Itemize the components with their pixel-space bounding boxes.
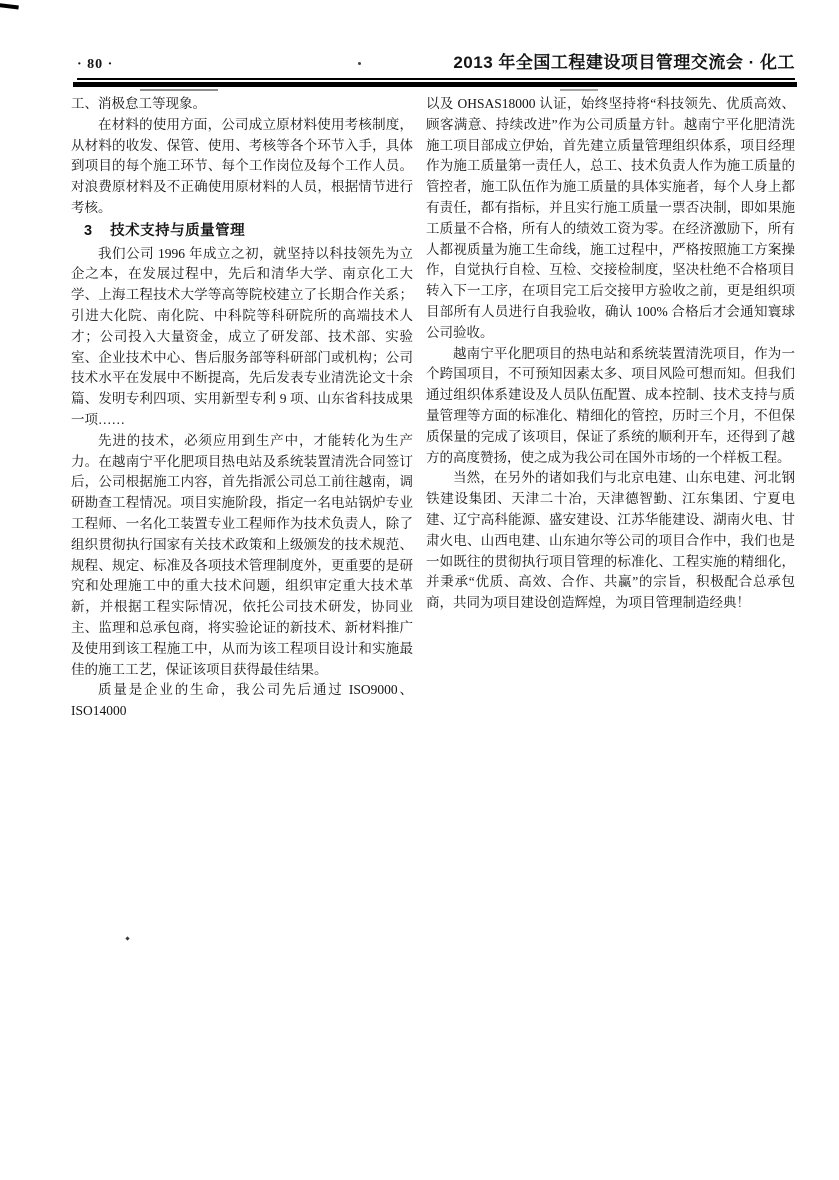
header-rule-thick (73, 82, 797, 87)
paragraph-project-result: 越南宁平化肥项目的热电站和系统装置清洗项目，作为一个跨国项目，不可预知因素太多、项目风险可想而知。但我们通过组织体系建设及人员队伍配置、成本控制、技术支持与质量管理等方面的标准化、精细化的管控，历时三个月，不但保质保量的完成了该项目，保证了系统的顺利开车，还得到了越方的高度赞扬，使之成为我公司在国外市场的一个样板工程。 (426, 345, 795, 465)
heading-title: 技术支持与质量管理 (110, 222, 246, 239)
heading-number: 3 (84, 222, 93, 239)
page-header (77, 48, 795, 73)
paragraph-tech-history: 我们公司 1996 年成立之初，就坚持以科技领先为立企之本，在发展过程中，先后和清华大学、南京化工大学、上海工程技术大学等高等院校建立了长期合作关系；引进大化院、南化院、中科院等科研院所的高端技术人才；公司投入大量资金，成立了研发部、技术部、实验室、企业技术中心、售后服务部等科研部门或机构；公司技术水平在发展中不断提高，先后发表专业清洗论文十余篇、发明专利四项、实用新型专利 9 项、山东省科技成果一项…… (71, 245, 413, 427)
page-number: · 80 · (77, 57, 114, 72)
section-heading (71, 221, 413, 242)
column-left (71, 94, 413, 722)
scan-artifact-corner (0, 3, 19, 10)
column-right (426, 94, 795, 722)
content-columns (71, 94, 795, 722)
header-rule-thin (77, 78, 795, 80)
paragraph-quality-intro: 质量是企业的生命，我公司先后通过 ISO9000、ISO14000 (71, 682, 413, 719)
scan-speck-header (358, 62, 361, 65)
scan-smudge (560, 89, 598, 91)
scan-smudge (140, 89, 218, 91)
paragraph-materials: 在材料的使用方面，公司成立原材料使用考核制度，从材料的收发、保管、使用、考核等各个环节入手，具体到项目的每个施工环节、每个工作岗位及每个工作人员。对浪费原材料及不正确使用原材料的人员，根据情节进行考核。 (71, 116, 413, 215)
scan-speck-body (125, 936, 129, 940)
paragraph-continuation: 工、消极怠工等现象。 (71, 96, 206, 111)
paragraph-cooperation: 当然，在另外的诸如我们与北京电建、山东电建、河北钢铁建设集团、天津二十冶，天津德智勤、江东集团、宁夏电建、辽宁高科能源、盛安建设、江苏华能建设、湖南火电、甘肃火电、山西电建、山东迪尔等公司的项目合作中，我们也是一如既往的贯彻执行项目管理的标准化、工程实施的精细化，并秉承“优质、高效、合作、共赢”的宗旨，积极配合总承包商，共同为项目建设创造辉煌，为项目管理制造经典！ (426, 470, 795, 611)
paragraph-tech-application: 先进的技术，必须应用到生产中，才能转化为生产力。在越南宁平化肥项目热电站及系统装置清洗合同签订后，公司根据施工内容，首先指派公司总工前往越南，调研勘查工程情况。项目实施阶段，指定一名电站锅炉专业工程师、一名化工装置专业工程师作为技术负责人，除了组织贯彻执行国家有关技术政策和上级颁发的技术规范、规程、规定、标准及各项技术管理制度外，更重要的是研究和处理施工中的重大技术问题，组织审定重大技术革新，并根据工程实际情况，依托公司技术研发，协同业主、监理和总承包商，将实验论证的新技术、新材料推广及使用到该工程施工中，从而为该工程项目设计和实施最佳的施工工艺，保证该项目获得最佳结果。 (71, 432, 413, 677)
header-title: 2013 年全国工程建设项目管理交流会 · 化工 (453, 53, 795, 72)
paragraph-quality-system: 以及 OHSAS18000 认证，始终坚持将“科技领先、优质高效、顾客满意、持续改进”作为公司质量方针。越南宁平化肥清洗施工项目部成立伊始，首先建立质量管理组织体系，项目经理作为施工质量第一责任人，总工、技术负责人作为施工质量的管控者，施工队伍作为施工质量的具体实施者，每个人身上都有责任，都有指标，并且实行施工质量一票否决制，即如果施工质量不合格，所有人的绩效工资为零。在经济激励下，所有人都视质量为施工生命线，施工过程中，严格按照施工方案操作，自觉执行自检、互检、交接检制度，坚决杜绝不合格项目转入下一工序，在项目完工后交接甲方验收之前，更是组织项目部所有人员进行自我验收，确认 100% 合格后才会通知寰球公司验收。 (426, 96, 795, 340)
